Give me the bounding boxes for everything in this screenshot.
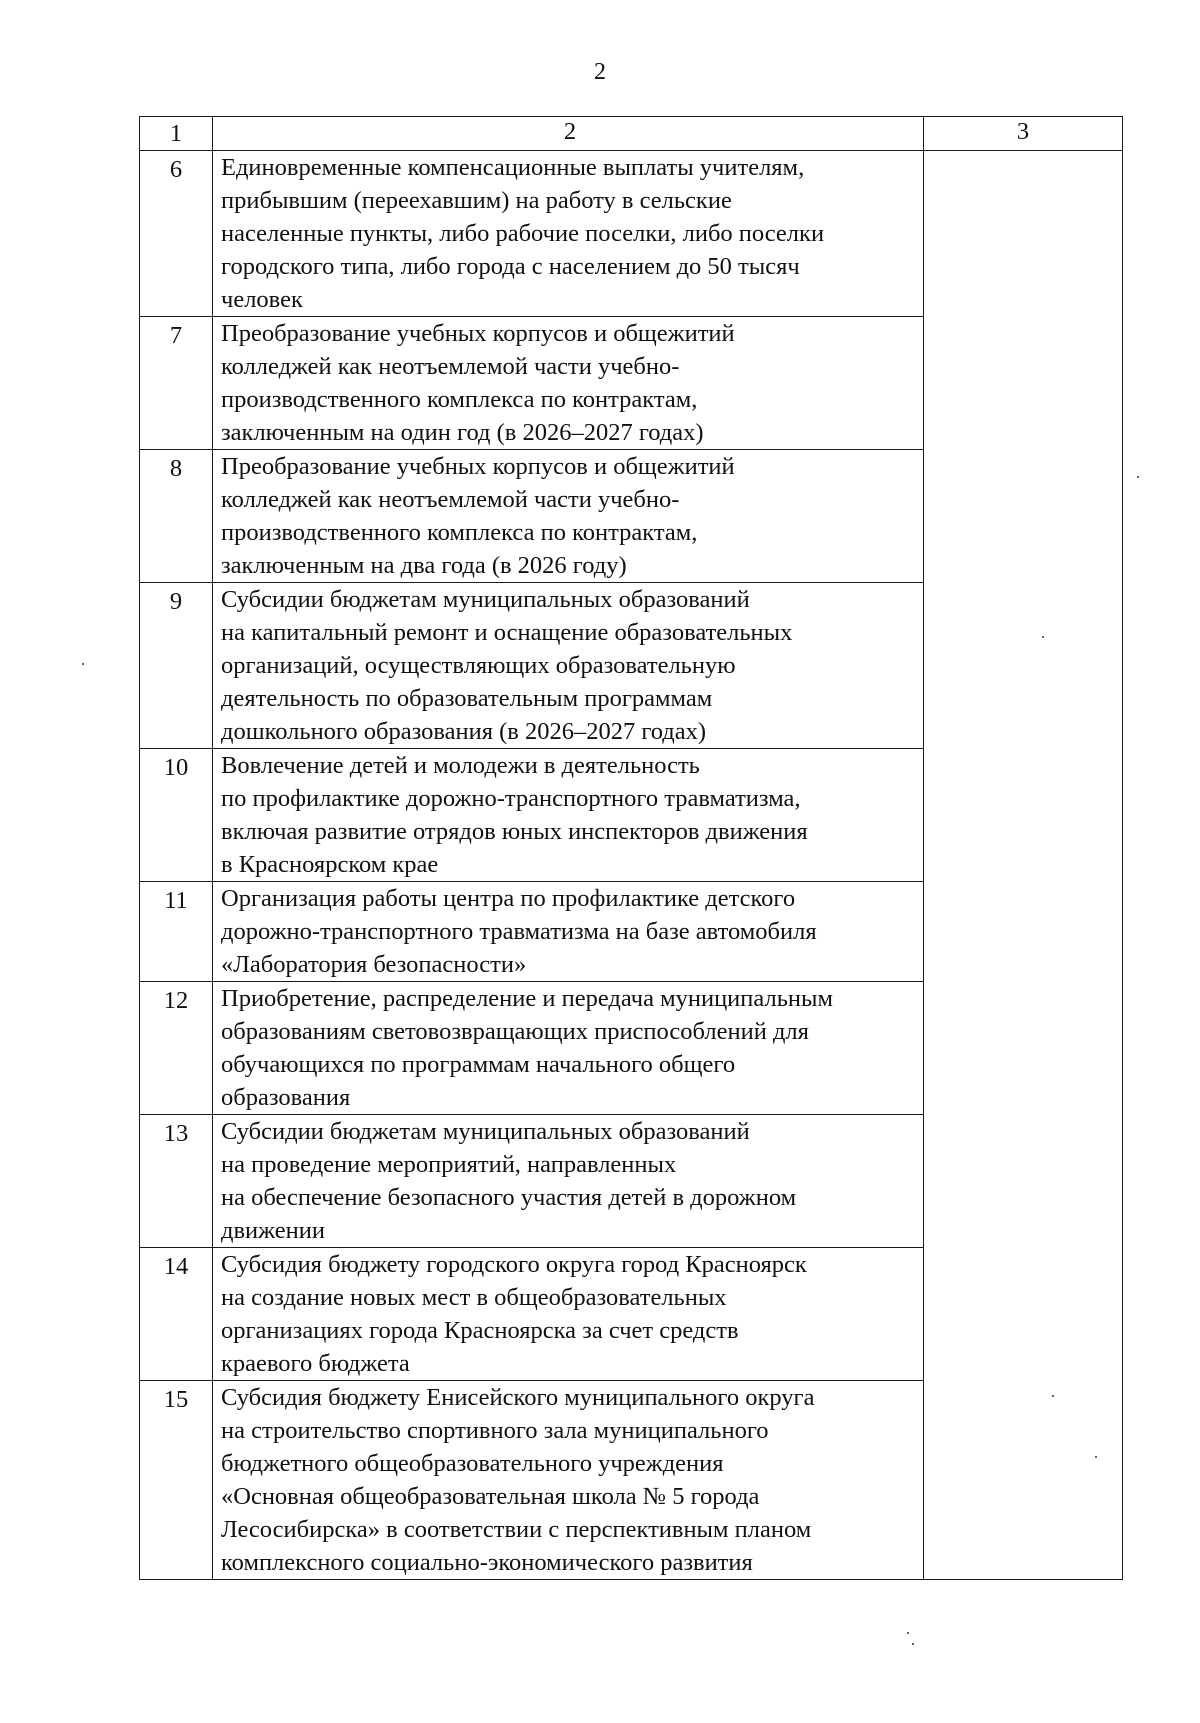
description-line: включая развитие отрядов юных инспекторов движения: [221, 818, 808, 845]
description-line: «Основная общеобразовательная школа № 5 города: [221, 1483, 760, 1510]
description-line: комплексного социально-экономического развития: [221, 1549, 753, 1576]
column-3-cell: [924, 151, 1123, 1580]
description-line: бюджетного общеобразовательного учреждения: [221, 1450, 724, 1477]
scan-speck: [82, 663, 84, 665]
description-line: Субсидия бюджету городского округа город Красноярск: [221, 1251, 807, 1278]
description-line: колледжей как неотъемлемой части учебно-: [221, 486, 680, 513]
description-line: заключенным на один год (в 2026–2027 годах): [221, 419, 704, 446]
description-line: на проведение мероприятий, направленных: [221, 1151, 677, 1178]
row-number: 10: [140, 749, 213, 882]
description-line: обучающихся по программам начального общего: [221, 1051, 736, 1078]
header-col-3: 3: [924, 117, 1123, 151]
program-table: [139, 116, 1123, 1580]
row-number: 14: [140, 1248, 213, 1381]
description-line: на капитальный ремонт и оснащение образовательных: [221, 619, 793, 646]
description-line: по профилактике дорожно-транспортного травматизма,: [221, 785, 801, 812]
row-number: 15: [140, 1381, 213, 1580]
description-line: производственного комплекса по контрактам,: [221, 386, 698, 413]
scan-speck: [907, 1632, 909, 1634]
description-line: образования: [221, 1084, 351, 1111]
description-line: прибывшим (переехавшим) на работу в сельские: [221, 187, 732, 214]
scan-speck: [1052, 1395, 1054, 1397]
description-line: организаций, осуществляющих образовательную: [221, 652, 736, 679]
row-description: [213, 450, 924, 583]
description-line: «Лаборатория безопасности»: [221, 951, 527, 978]
description-line: Приобретение, распределение и передача муниципальным: [221, 985, 833, 1012]
row-description: [213, 1115, 924, 1248]
description-line: дорожно-транспортного травматизма на базе автомобиля: [221, 918, 817, 945]
description-line: краевого бюджета: [221, 1350, 410, 1377]
scan-speck: [912, 1643, 914, 1645]
description-line: деятельность по образовательным программам: [221, 685, 713, 712]
row-description: [213, 583, 924, 749]
description-line: Лесосибирска» в соответствии с перспективным планом: [221, 1516, 812, 1543]
description-line: колледжей как неотъемлемой части учебно-: [221, 353, 680, 380]
description-line: производственного комплекса по контрактам,: [221, 519, 698, 546]
row-description: [213, 982, 924, 1115]
table-row: [140, 151, 1123, 317]
description-line: Преобразование учебных корпусов и общежитий: [221, 453, 735, 480]
description-line: Субсидии бюджетам муниципальных образований: [221, 586, 750, 613]
row-number: 11: [140, 882, 213, 982]
row-description: [213, 882, 924, 982]
row-number: 7: [140, 317, 213, 450]
description-line: Организация работы центра по профилактике детского: [221, 885, 796, 912]
row-description: [213, 749, 924, 882]
row-number: 8: [140, 450, 213, 583]
description-line: движении: [221, 1217, 325, 1244]
description-line: Преобразование учебных корпусов и общежитий: [221, 320, 735, 347]
row-description: [213, 1248, 924, 1381]
description-line: Вовлечение детей и молодежи в деятельность: [221, 752, 700, 779]
description-line: образованиям световозвращающих приспособлений для: [221, 1018, 809, 1045]
description-line: Субсидии бюджетам муниципальных образований: [221, 1118, 750, 1145]
scan-speck: [1042, 636, 1044, 638]
scan-speck: [1095, 1456, 1097, 1458]
description-line: заключенным на два года (в 2026 году): [221, 552, 627, 579]
description-line: в Красноярском крае: [221, 851, 439, 878]
table-header-row: [140, 117, 1123, 151]
row-description: [213, 151, 924, 317]
row-number: 13: [140, 1115, 213, 1248]
description-line: на обеспечение безопасного участия детей в дорожном: [221, 1184, 797, 1211]
description-line: Субсидия бюджету Енисейского муниципального округа: [221, 1384, 815, 1411]
page-number: 2: [594, 59, 606, 85]
description-line: дошкольного образования (в 2026–2027 годах): [221, 718, 707, 745]
row-number: 12: [140, 982, 213, 1115]
description-line: организациях города Красноярска за счет средств: [221, 1317, 739, 1344]
description-line: на строительство спортивного зала муниципального: [221, 1417, 769, 1444]
description-line: на создание новых мест в общеобразовательных: [221, 1284, 727, 1311]
description-line: городского типа, либо города с населением до 50 тысяч: [221, 253, 800, 280]
description-line: Единовременные компенсационные выплаты учителям,: [221, 154, 805, 181]
row-number: 9: [140, 583, 213, 749]
scan-speck: [1137, 476, 1139, 478]
description-line: населенные пункты, либо рабочие поселки, либо поселки: [221, 220, 825, 247]
description-line: человек: [221, 286, 303, 313]
row-description: [213, 1381, 924, 1580]
header-col-1: 1: [140, 117, 213, 151]
row-description: [213, 317, 924, 450]
header-col-2: 2: [213, 117, 924, 151]
row-number: 6: [140, 151, 213, 317]
